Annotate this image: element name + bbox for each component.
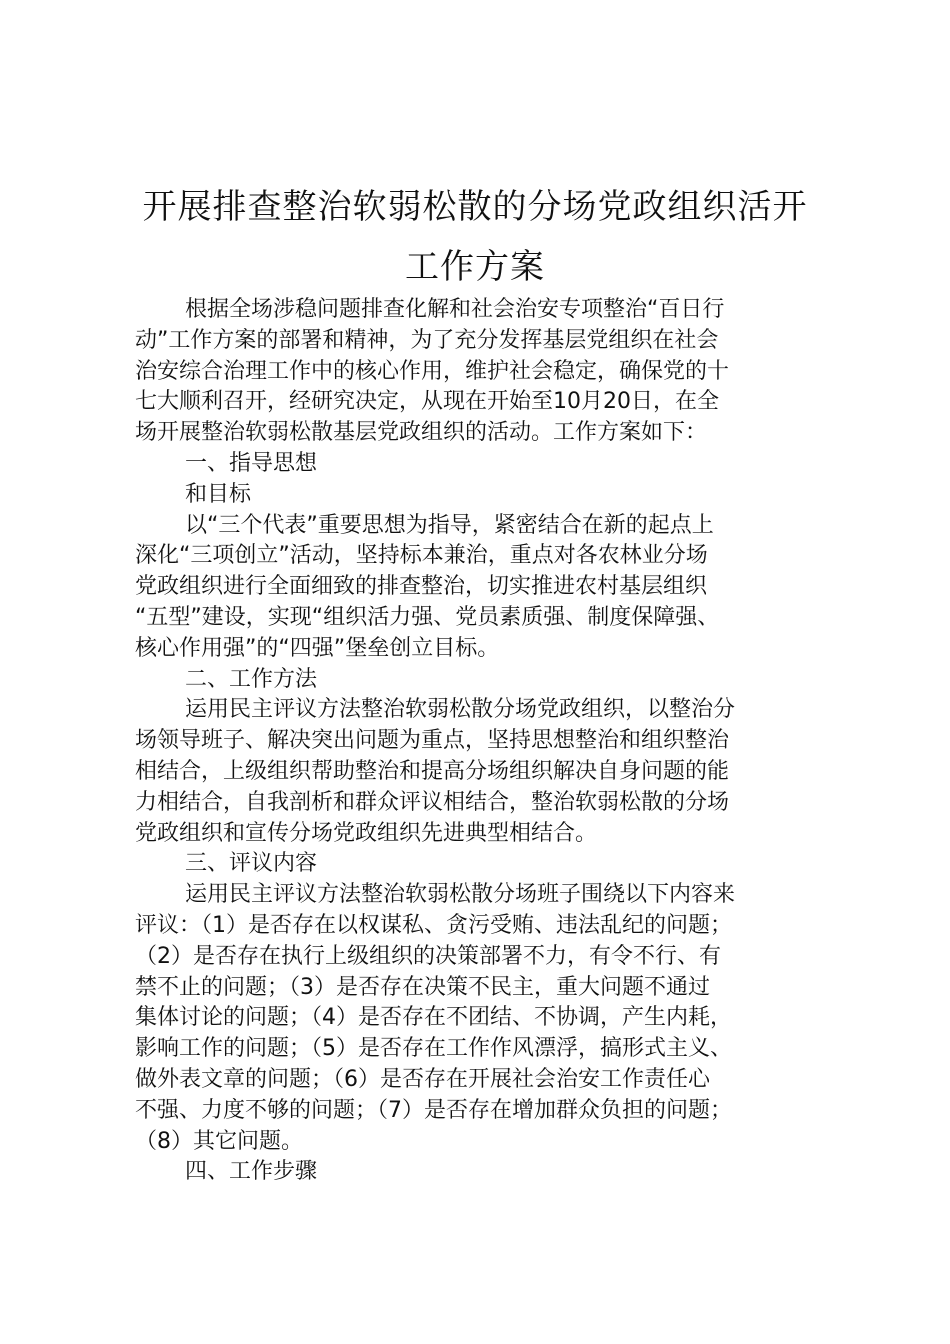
text-line: 禁不止的问题；（3）是否存在决策不民主，重大问题不通过 — [135, 974, 710, 1000]
text-line: 核心作用强”的“四强”堡垒创立目标。 — [135, 635, 500, 661]
document-title-line-2: 工作方案 — [405, 247, 545, 287]
text-line: 力相结合，自我剖析和群众评议相结合，整治软弱松散的分场 — [135, 789, 730, 815]
text-line: 不强、力度不够的问题；（7）是否存在增加群众负担的问题； — [135, 1097, 732, 1123]
text-line: 做外表文章的问题；（6）是否存在开展社会治安工作责任心 — [135, 1066, 710, 1092]
text-line: “五型”建设，实现“组织活力强、党员素质强、制度保障强、 — [135, 604, 720, 630]
document-title-line-1: 开展排查整治软弱松散的分场党政组织活开 — [142, 187, 808, 227]
text-line: （2）是否存在执行上级组织的决策部署不力，有令不行、有 — [135, 943, 721, 969]
text-line: 运用民主评议方法整治软弱松散分场班子围绕以下内容来 — [185, 882, 736, 908]
text-line: 治安综合治理工作中的核心作用，维护社会稳定，确保党的十 — [135, 358, 730, 384]
text-line: 三、评议内容 — [185, 851, 318, 877]
text-line: 场开展整治软弱松散基层党政组织的活动。工作方案如下： — [135, 420, 708, 446]
text-line: 一、指导思想 — [185, 450, 318, 476]
text-line: 七大顺利召开，经研究决定，从现在开始至10月20日，在全 — [135, 389, 719, 415]
text-line: 场领导班子、解决突出问题为重点，坚持思想整治和组织整治 — [135, 728, 730, 754]
text-line: 以“三个代表”重要思想为指导，紧密结合在新的起点上 — [185, 512, 714, 538]
text-line: 二、工作方法 — [185, 666, 318, 692]
text-line: 深化“三项创立”活动，坚持标本兼治，重点对各农林业分场 — [135, 543, 708, 569]
text-line: 评议：（1）是否存在以权谋私、贪污受贿、违法乱纪的问题； — [135, 912, 732, 938]
document-body — [135, 295, 835, 1188]
text-line: 党政组织和宣传分场党政组织先进典型相结合。 — [135, 820, 598, 846]
text-line: 四、工作步骤 — [185, 1159, 318, 1185]
text-line: 根据全场涉稳问题排查化解和社会治安专项整治“百日行 — [185, 297, 725, 322]
text-line: （8）其它问题。 — [135, 1128, 303, 1154]
text-line: 党政组织进行全面细致的排查整治，切实推进农村基层组织 — [135, 574, 708, 600]
text-line: 和目标 — [185, 481, 252, 507]
text-line: 动”工作方案的部署和精神，为了充分发挥基层党组织在社会 — [135, 327, 719, 353]
text-line: 集体讨论的问题；（4）是否存在不团结、不协调，产生内耗， — [135, 1005, 732, 1031]
text-line: 相结合，上级组织帮助整治和提高分场组织解决自身问题的能 — [135, 758, 730, 784]
text-line: 运用民主评议方法整治软弱松散分场党政组织，以整治分 — [185, 697, 736, 723]
text-line: 影响工作的问题；（5）是否存在工作作风漂浮，搞形式主义、 — [135, 1036, 732, 1062]
